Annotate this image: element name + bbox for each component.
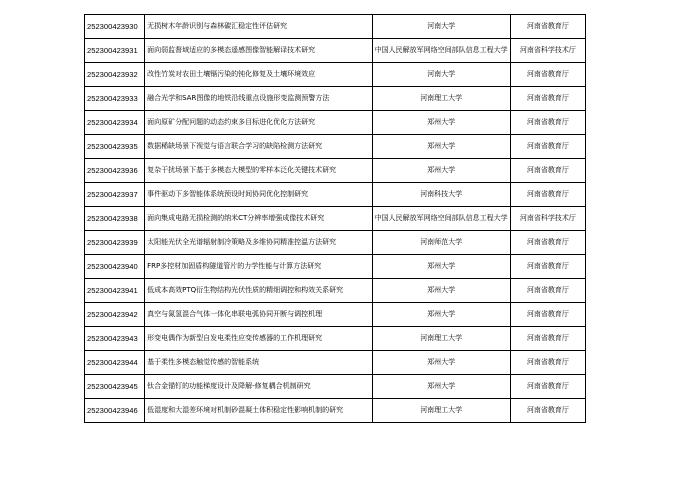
table-row (85, 231, 586, 255)
project-id-cell: 252300423941 (85, 279, 145, 303)
unit-cell: 河南科技大学 (372, 183, 510, 207)
unit-cell: 郑州大学 (372, 351, 510, 375)
department-cell: 河南省科学技术厅 (510, 39, 585, 63)
department-cell: 河南省教育厅 (510, 135, 585, 159)
department-cell: 河南省教育厅 (510, 351, 585, 375)
table-row (85, 279, 586, 303)
unit-cell: 郑州大学 (372, 303, 510, 327)
table-row (85, 183, 586, 207)
department-cell: 河南省教育厅 (510, 279, 585, 303)
table-row (85, 63, 586, 87)
project-id-cell: 252300423932 (85, 63, 145, 87)
unit-cell: 郑州大学 (372, 111, 510, 135)
table-row (85, 255, 586, 279)
project-id-cell: 252300423935 (85, 135, 145, 159)
project-title-cell: 钛合金锚钉的功能梯度设计及降解-修复耦合机制研究 (145, 375, 372, 399)
project-id-cell: 252300423937 (85, 183, 145, 207)
table-row (85, 207, 586, 231)
department-cell: 河南省教育厅 (510, 231, 585, 255)
project-title-cell: 真空与氮氢混合气体一体化串联电弧协同开断与调控机理 (145, 303, 372, 327)
project-id-cell: 252300423930 (85, 15, 145, 39)
project-id-cell: 252300423939 (85, 231, 145, 255)
unit-cell: 郑州大学 (372, 135, 510, 159)
department-cell: 河南省教育厅 (510, 255, 585, 279)
department-cell: 河南省教育厅 (510, 63, 585, 87)
project-title-cell: 改性竹炭对农田土壤镉污染的钝化修复及土壤环境效应 (145, 63, 372, 87)
project-id-cell: 252300423934 (85, 111, 145, 135)
unit-cell: 郑州大学 (372, 375, 510, 399)
department-cell: 河南省教育厅 (510, 15, 585, 39)
department-cell: 河南省教育厅 (510, 183, 585, 207)
unit-cell: 河南理工大学 (372, 87, 510, 111)
project-title-cell: 融合光学和SAR图像的地铁沿线重点设施形变监测预警方法 (145, 87, 372, 111)
unit-cell: 郑州大学 (372, 255, 510, 279)
unit-cell: 中国人民解放军网络空间部队信息工程大学 (372, 39, 510, 63)
unit-cell: 郑州大学 (372, 279, 510, 303)
department-cell: 河南省教育厅 (510, 327, 585, 351)
project-title-cell: 形变电偶作为新型自发电柔性应变传感器的工作机理研究 (145, 327, 372, 351)
department-cell: 河南省科学技术厅 (510, 207, 585, 231)
unit-cell: 河南师范大学 (372, 231, 510, 255)
project-id-cell: 252300423946 (85, 399, 145, 423)
project-table-body (85, 15, 586, 423)
table-row (85, 375, 586, 399)
project-id-cell: 252300423938 (85, 207, 145, 231)
project-title-cell: FRP多控材加固盾构隧道管片的力学性能与计算方法研究 (145, 255, 372, 279)
project-id-cell: 252300423942 (85, 303, 145, 327)
unit-cell: 郑州大学 (372, 159, 510, 183)
table-row (85, 111, 586, 135)
project-title-cell: 基于柔性多模态触觉传感的智能系统 (145, 351, 372, 375)
project-title-cell: 无损树木年龄识别与森林碳汇稳定性评估研究 (145, 15, 372, 39)
table-row (85, 135, 586, 159)
department-cell: 河南省教育厅 (510, 375, 585, 399)
department-cell: 河南省教育厅 (510, 159, 585, 183)
project-table (84, 14, 586, 423)
project-id-cell: 252300423933 (85, 87, 145, 111)
project-title-cell: 面向弱监督域适应的多模态遥感图像智能解译技术研究 (145, 39, 372, 63)
project-title-cell: 事件驱动下多智能体系统预设时间协同优化控制研究 (145, 183, 372, 207)
project-title-cell: 数据稀缺场景下视觉与语言联合学习的缺陷检测方法研究 (145, 135, 372, 159)
table-row (85, 327, 586, 351)
unit-cell: 中国人民解放军网络空间部队信息工程大学 (372, 207, 510, 231)
unit-cell: 河南大学 (372, 63, 510, 87)
project-id-cell: 252300423931 (85, 39, 145, 63)
unit-cell: 河南理工大学 (372, 327, 510, 351)
project-id-cell: 252300423944 (85, 351, 145, 375)
project-title-cell: 面向集成电路无损检测的纳米CT分辨率增强成像技术研究 (145, 207, 372, 231)
department-cell: 河南省教育厅 (510, 111, 585, 135)
unit-cell: 河南大学 (372, 15, 510, 39)
table-row (85, 15, 586, 39)
unit-cell: 河南理工大学 (372, 399, 510, 423)
table-row (85, 87, 586, 111)
table-row (85, 159, 586, 183)
project-id-cell: 252300423936 (85, 159, 145, 183)
project-title-cell: 低湿度和大湿差环境对机制砂混凝土体积稳定性影响机制的研究 (145, 399, 372, 423)
department-cell: 河南省教育厅 (510, 87, 585, 111)
table-row (85, 399, 586, 423)
department-cell: 河南省教育厅 (510, 399, 585, 423)
project-title-cell: 复杂干扰场景下基于多模态大模型的零样本泛化关键技术研究 (145, 159, 372, 183)
project-id-cell: 252300423945 (85, 375, 145, 399)
project-title-cell: 低成本高效PTQ衍生物结构光伏性质的精细调控和构效关系研究 (145, 279, 372, 303)
table-row (85, 39, 586, 63)
project-id-cell: 252300423940 (85, 255, 145, 279)
project-title-cell: 面向原矿分配问题的动态约束多目标进化优化方法研究 (145, 111, 372, 135)
project-id-cell: 252300423943 (85, 327, 145, 351)
table-row (85, 351, 586, 375)
department-cell: 河南省教育厅 (510, 303, 585, 327)
project-title-cell: 太阳能光伏全光谱辐射制冷策略及多维协同精准控温方法研究 (145, 231, 372, 255)
table-row (85, 303, 586, 327)
